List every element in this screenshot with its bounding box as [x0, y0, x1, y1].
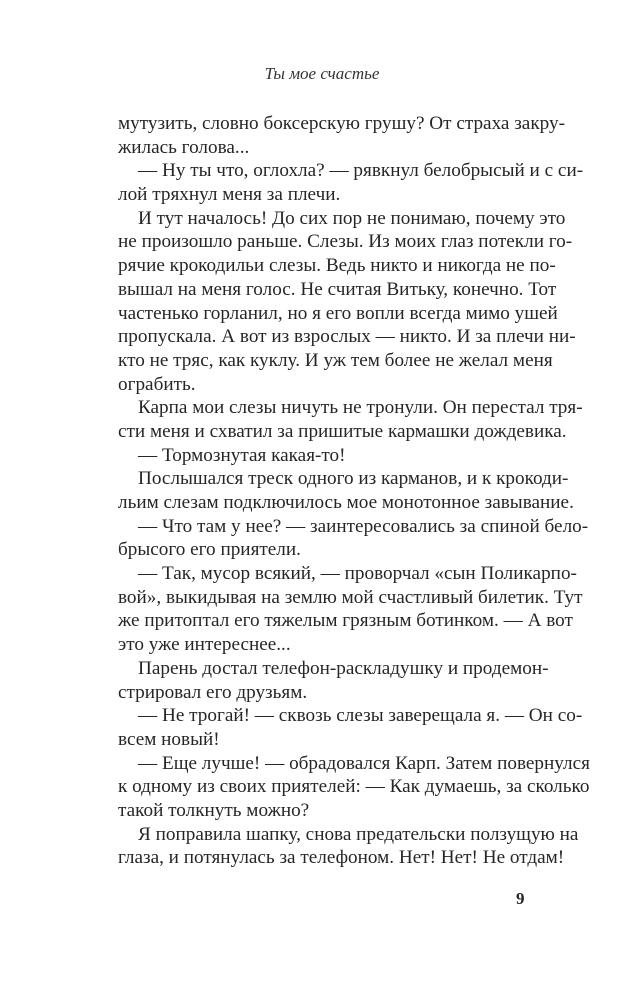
text-line: глаза, и потянулась за телефоном. Нет! Нет! Не отдам! [118, 847, 565, 869]
text-line: вой», выкидывая на землю мой счастливый билетик. Тут [118, 586, 583, 608]
text-line: — Ну ты что, оглохла? — рявкнул белобрысый и с си- [138, 160, 584, 182]
text-line: — Так, мусор всякий, — проворчал «сын Поликарпо- [138, 563, 577, 585]
text-line: — Еще лучше! — обрадовался Карп. Затем повернулся [138, 752, 590, 774]
text-line: — Тормознутая какая-то! [138, 444, 346, 466]
running-header: Ты мое счастье [264, 64, 380, 83]
text-line: всем новый! [118, 728, 220, 750]
text-line: не произошло раньше. Слезы. Из моих глаз потекли го- [118, 231, 573, 253]
text-line: это уже интереснее... [118, 634, 291, 656]
text-line: рячие крокодильи слезы. Ведь никто и никогда не по- [118, 255, 556, 277]
text-line: ограбить. [118, 373, 196, 395]
text-line: такой толкнуть можно? [118, 799, 310, 821]
text-line: к одному из своих приятелей: — Как думаешь, за сколько [118, 776, 590, 798]
text-line: лой тряхнул меня за плечи. [118, 184, 341, 206]
text-line: И тут началось! До сих пор не понимаю, почему это [138, 207, 566, 229]
text-line: — Что там у нее? — заинтересовались за спиной бело- [138, 515, 589, 537]
page-number: 9 [516, 889, 525, 908]
text-line: частенько горланил, но я его вопли всегда мимо ушей [118, 302, 558, 324]
text-line: Послышался треск одного из карманов, и к крокоди- [138, 468, 569, 490]
text-line: брысого его приятели. [118, 539, 301, 561]
text-line: Карпа мои слезы ничуть не тронули. Он перестал тря- [138, 397, 583, 419]
text-line: Я поправила шапку, снова предательски ползущую на [138, 823, 579, 845]
text-line: сти меня и схватил за пришитые кармашки дождевика. [118, 420, 567, 442]
text-line: пропускала. А вот из взрослых — никто. И за плечи ни- [118, 326, 576, 348]
text-line: стрировал его друзьям. [118, 681, 308, 703]
text-line: льим слезам подключилось мое монотонное завывание. [118, 492, 574, 513]
text-line: Парень достал телефон-раскладушку и продемон- [138, 657, 549, 679]
body-text [118, 112, 590, 870]
text-line: — Не трогай! — сквозь слезы заверещала я. — Он со- [138, 705, 583, 727]
text-line: же притоптал его тяжелым грязным ботинком. — А вот [118, 610, 573, 632]
text-line: вышал на меня голос. Не считая Витьку, конечно. Тот [118, 278, 557, 300]
text-line: мутузить, словно боксерскую грушу? От страха закру- [118, 113, 565, 134]
text-line: кто не тряс, как куклу. И уж тем более не желал меня [118, 349, 553, 371]
text-line: жилась голова... [118, 136, 250, 158]
